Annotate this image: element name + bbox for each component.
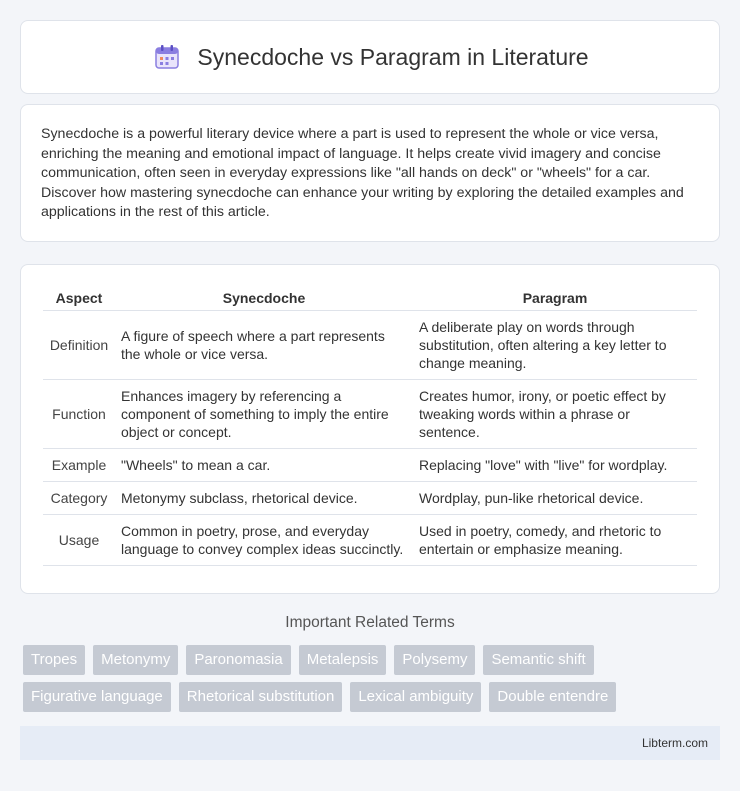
row-paragram: Used in poetry, comedy, and rhetoric to entertain or emphasize meaning. bbox=[413, 515, 697, 566]
related-tags bbox=[20, 645, 720, 712]
row-aspect: Function bbox=[43, 380, 115, 449]
tag-polysemy[interactable]: Polysemy bbox=[394, 645, 475, 675]
related-terms-section bbox=[20, 614, 720, 712]
footer-brand[interactable]: Libterm.com bbox=[641, 736, 708, 750]
tag-metalepsis[interactable]: Metalepsis bbox=[299, 645, 387, 675]
tag-rhetorical-substitution[interactable]: Rhetorical substitution bbox=[179, 682, 343, 712]
row-synecdoche: "Wheels" to mean a car. bbox=[115, 449, 413, 482]
tag-tropes[interactable]: Tropes bbox=[23, 645, 85, 675]
intro-paragraph: Synecdoche is a powerful literary device where a part is used to represent the whole or vice versa, enriching the meaning and emotional impact of language. It helps create vivid imagery and concise communication, often seen in everyday expressions like "all hands on deck" or "wheels" for a car. Discover how mastering synecdoche can enhance your writing by exploring the detailed examples and applications in the rest of this article. bbox=[41, 126, 684, 221]
row-paragram: A deliberate play on words through substitution, often altering a key letter to change meaning. bbox=[413, 311, 697, 380]
row-synecdoche: Enhances imagery by referencing a component of something to imply the entire object or concept. bbox=[115, 380, 413, 449]
row-paragram: Replacing "love" with "live" for wordplay. bbox=[413, 449, 697, 482]
related-terms-title: Important Related Terms bbox=[285, 614, 455, 631]
header-aspect: Aspect bbox=[43, 285, 115, 311]
table-row bbox=[43, 449, 697, 482]
table-header-row bbox=[43, 285, 697, 311]
row-paragram: Creates humor, irony, or poetic effect by tweaking words within a phrase or sentence. bbox=[413, 380, 697, 449]
tag-double-entendre[interactable]: Double entendre bbox=[489, 682, 616, 712]
table-row bbox=[43, 311, 697, 380]
tag-figurative-language[interactable]: Figurative language bbox=[23, 682, 171, 712]
title-card bbox=[20, 20, 720, 94]
table-row bbox=[43, 380, 697, 449]
comparison-table bbox=[43, 285, 697, 566]
header-synecdoche: Synecdoche bbox=[115, 285, 413, 311]
row-synecdoche: Common in poetry, prose, and everyday language to convey complex ideas succinctly. bbox=[115, 515, 413, 566]
page-title: Synecdoche vs Paragram in Literature bbox=[197, 43, 589, 70]
table-row bbox=[43, 515, 697, 566]
intro-card bbox=[20, 104, 720, 242]
calendar-icon bbox=[151, 41, 183, 73]
tag-semantic-shift[interactable]: Semantic shift bbox=[483, 645, 593, 675]
table-row bbox=[43, 482, 697, 515]
row-aspect: Definition bbox=[43, 311, 115, 380]
row-synecdoche: A figure of speech where a part represents the whole or vice versa. bbox=[115, 311, 413, 380]
row-aspect: Example bbox=[43, 449, 115, 482]
row-synecdoche: Metonymy subclass, rhetorical device. bbox=[115, 482, 413, 515]
footer bbox=[20, 726, 720, 760]
tag-paronomasia[interactable]: Paronomasia bbox=[186, 645, 290, 675]
tag-lexical-ambiguity[interactable]: Lexical ambiguity bbox=[350, 682, 481, 712]
row-paragram: Wordplay, pun-like rhetorical device. bbox=[413, 482, 697, 515]
row-aspect: Usage bbox=[43, 515, 115, 566]
row-aspect: Category bbox=[43, 482, 115, 515]
header-paragram: Paragram bbox=[413, 285, 697, 311]
tag-metonymy[interactable]: Metonymy bbox=[93, 645, 178, 675]
comparison-card bbox=[20, 264, 720, 594]
